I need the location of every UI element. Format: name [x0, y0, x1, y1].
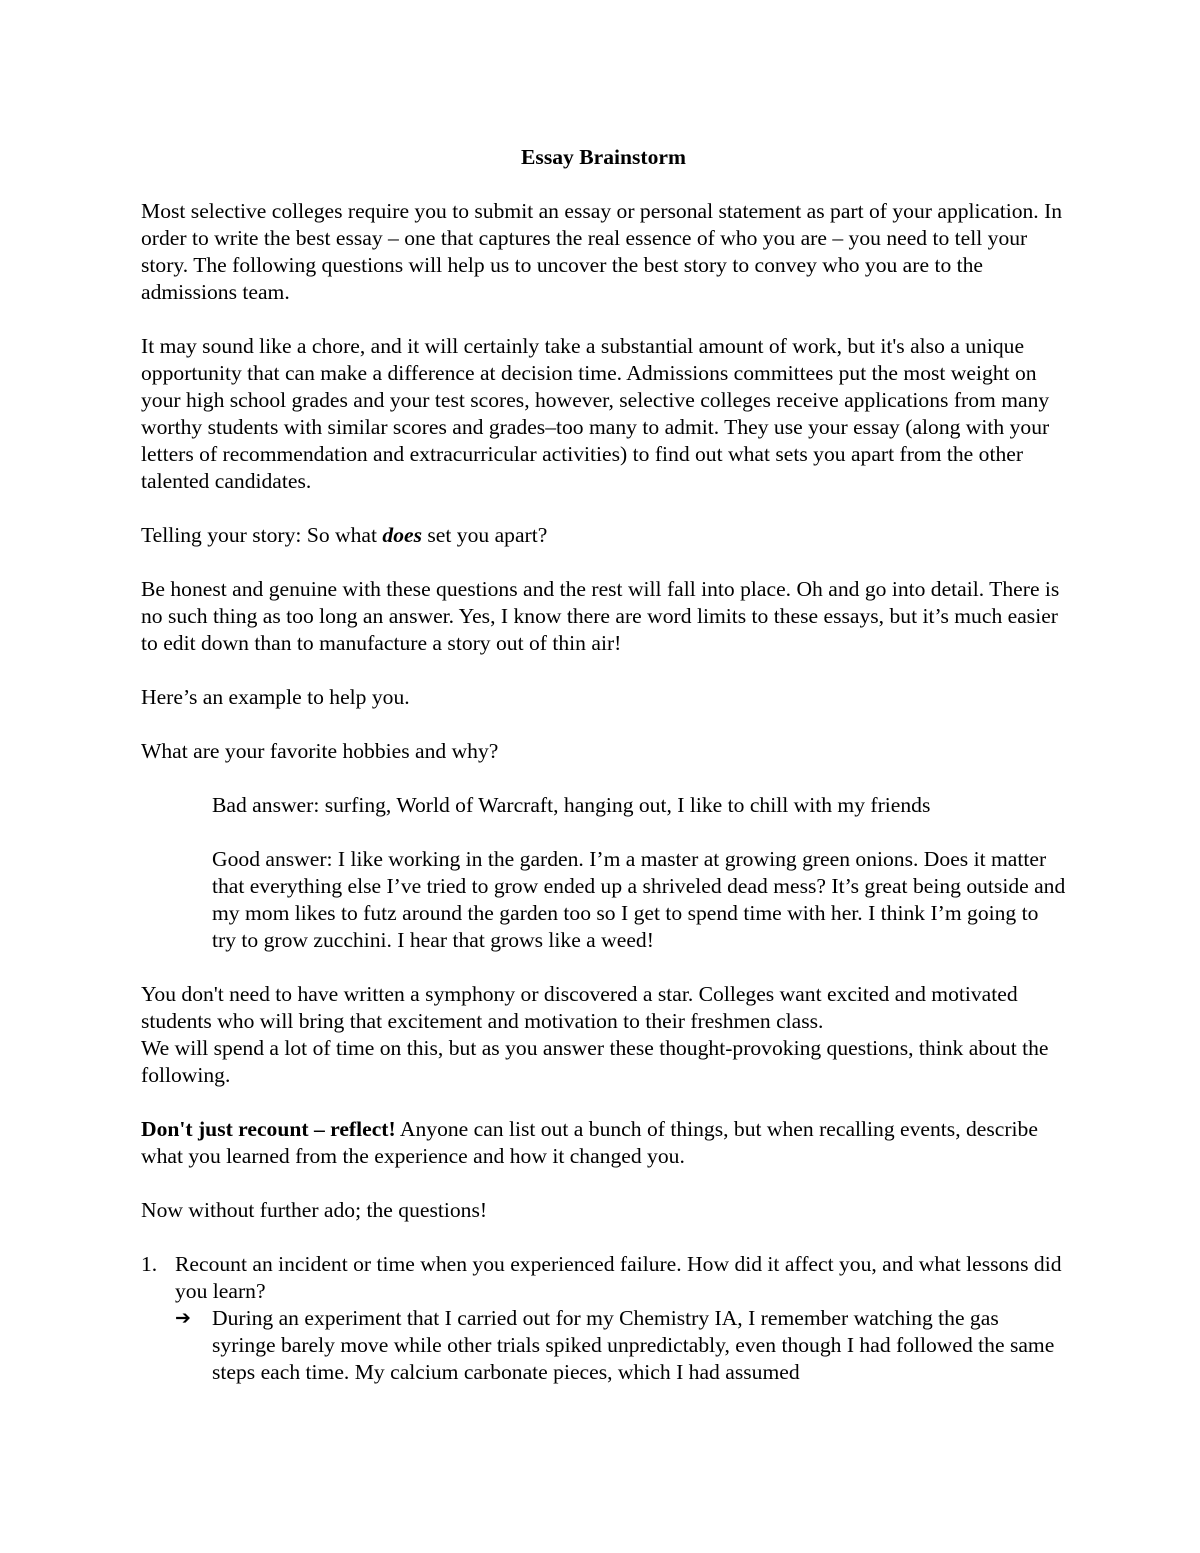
right-arrow-icon: ➔	[175, 1307, 191, 1329]
telling-story-suffix: set you apart?	[422, 523, 548, 547]
question-item	[141, 1251, 1066, 1305]
document-body	[141, 144, 1066, 1386]
reflect-heading: Don't just recount – reflect!	[141, 1117, 396, 1141]
reflect-paragraph	[141, 1116, 1066, 1170]
motivation-paragraph: It may sound like a chore, and it will certainly take a substantial amount of work, but it's also a unique opportunity that can make a difference at decision time. Admissions committees put the most weight on your high school grades and your test scores, however, selective colleges receive applications from many worthy students with similar scores and grades–too many to admit. They use your essay (along with your letters of recommendation and extracurricular activities) to find out what sets you apart from the other talented candidates.	[141, 334, 1050, 493]
telling-story-paragraph	[141, 522, 1066, 549]
questions-intro: Now without further ado; the questions!	[141, 1198, 488, 1222]
example-intro: Here’s an example to help you.	[141, 685, 410, 709]
bad-answer: Bad answer: surfing, World of Warcraft, hanging out, I like to chill with my friends	[212, 793, 931, 817]
good-answer: Good answer: I like working in the garden. I’m a master at growing green onions. Does it matter that everything else I’ve tried to grow ended up a shriveled dead mess? It’s great being outside and my mom likes to futz around the garden too so I get to spend time with her. I think I’m going to try to grow zucchini. I hear that grows like a weed!	[212, 847, 1066, 952]
reflect-text: Anyone can list out a bunch of things, but when recalling events, describe what you learned from the experience and how it changed you.	[141, 1117, 1038, 1168]
answer-text: During an experiment that I carried out for my Chemistry IA, I remember watching the gas syringe barely move while other trials spiked unpredictably, even though I had followed the same steps each time. My calcium carbonate pieces, which I had assumed	[212, 1306, 1055, 1384]
expectations-line-1: You don't need to have written a symphony or discovered a star. Colleges want excited and motivated students who will bring that excitement and motivation to their freshmen class.	[141, 982, 1018, 1033]
expectations-paragraph	[141, 981, 1066, 1089]
telling-story-prefix: Telling your story: So what	[141, 523, 383, 547]
question-text: Recount an incident or time when you experienced failure. How did it affect you, and what lessons did you learn?	[175, 1252, 1062, 1303]
example-question: What are your favorite hobbies and why?	[141, 739, 499, 763]
honesty-paragraph: Be honest and genuine with these questions and the rest will fall into place. Oh and go into detail. There is no such thing as too long an answer. Yes, I know there are word limits to these essays, but it’s much easier to edit down than to manufacture a story out of thin air!	[141, 577, 1060, 655]
intro-paragraph: Most selective colleges require you to submit an essay or personal statement as part of your application. In order to write the best essay – one that captures the real essence of who you are – you need to tell your story. The following questions will help us to uncover the best story to convey who you are to the admissions team.	[141, 199, 1063, 304]
emphasis-does: does	[382, 523, 422, 547]
expectations-line-2: We will spend a lot of time on this, but as you answer these thought-provoking questions, think about the following.	[141, 1036, 1049, 1087]
page-title: Essay Brainstorm	[521, 145, 686, 169]
answer-item	[141, 1305, 1066, 1386]
question-number: 1.	[141, 1252, 158, 1276]
